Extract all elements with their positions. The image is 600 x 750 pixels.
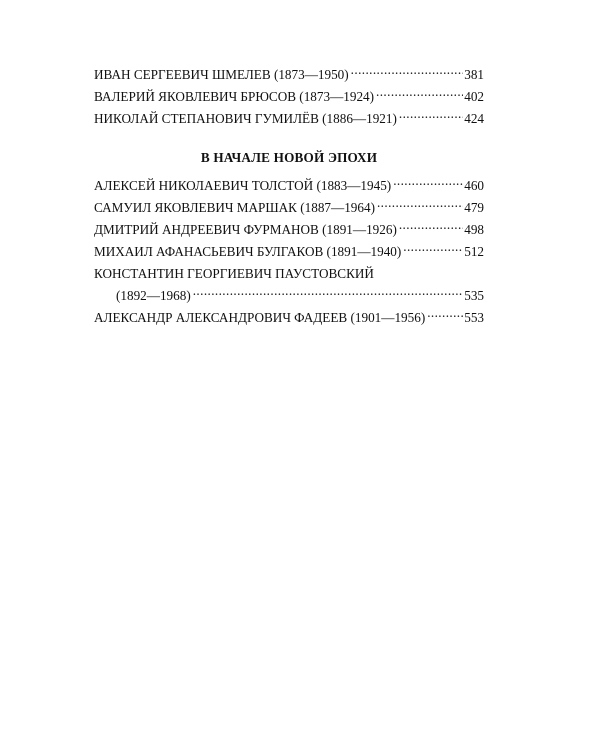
toc-entry[interactable] (94, 86, 484, 108)
toc-entry-page: 498 (464, 222, 484, 237)
toc-entry-page: 553 (464, 310, 484, 325)
dot-leader (393, 178, 463, 190)
dot-leader (351, 67, 464, 79)
toc-entry[interactable] (94, 219, 484, 241)
toc-entry-page: 460 (464, 178, 484, 193)
toc-entry-title: ДМИТРИЙ АНДРЕЕВИЧ ФУРМАНОВ (1891—1926) (94, 222, 397, 237)
toc-entry[interactable] (94, 241, 484, 263)
toc-entry-continuation (94, 285, 484, 307)
dot-leader (376, 89, 463, 101)
dot-leader (399, 222, 463, 234)
table-of-contents (94, 64, 484, 329)
toc-entry-title: АЛЕКСАНДР АЛЕКСАНДРОВИЧ ФАДЕЕВ (1901—1956) (94, 310, 426, 325)
toc-entry[interactable] (94, 175, 484, 197)
toc-entry-title: КОНСТАНТИН ГЕОРГИЕВИЧ ПАУСТОВСКИЙ (94, 266, 374, 281)
toc-entry-wrapped[interactable] (94, 263, 484, 307)
toc-entry[interactable] (94, 108, 484, 130)
toc-entry[interactable] (94, 64, 484, 86)
toc-entry-title: МИХАИЛ АФАНАСЬЕВИЧ БУЛГАКОВ (1891—1940) (94, 244, 402, 259)
toc-entry-page: 512 (464, 244, 484, 259)
toc-entry-page: 535 (464, 288, 484, 303)
toc-entry-title: САМУИЛ ЯКОВЛЕВИЧ МАРШАК (1887—1964) (94, 200, 375, 215)
dot-leader (403, 244, 463, 256)
toc-entry-page: 402 (464, 89, 484, 104)
toc-entry-dates: (1892—1968) (116, 288, 191, 303)
toc-entry[interactable] (94, 197, 484, 219)
section-heading: В НАЧАЛЕ НОВОЙ ЭПОХИ (200, 150, 378, 165)
toc-entry-title: ИВАН СЕРГЕЕВИЧ ШМЕЛЕВ (1873—1950) (94, 67, 349, 82)
toc-entry[interactable] (94, 307, 484, 329)
toc-entry-page: 381 (464, 67, 484, 82)
dot-leader (399, 111, 463, 123)
dot-leader (427, 310, 463, 322)
toc-entry-title: АЛЕКСЕЙ НИКОЛАЕВИЧ ТОЛСТОЙ (1883—1945) (94, 178, 392, 193)
dot-leader (193, 288, 463, 300)
toc-entry-title: ВАЛЕРИЙ ЯКОВЛЕВИЧ БРЮСОВ (1873—1924) (94, 89, 375, 104)
dot-leader (377, 200, 463, 212)
toc-entry-page: 424 (464, 111, 484, 126)
toc-entry-title: НИКОЛАЙ СТЕПАНОВИЧ ГУМИЛЁВ (1886—1921) (94, 111, 397, 126)
toc-entry-page: 479 (464, 200, 484, 215)
